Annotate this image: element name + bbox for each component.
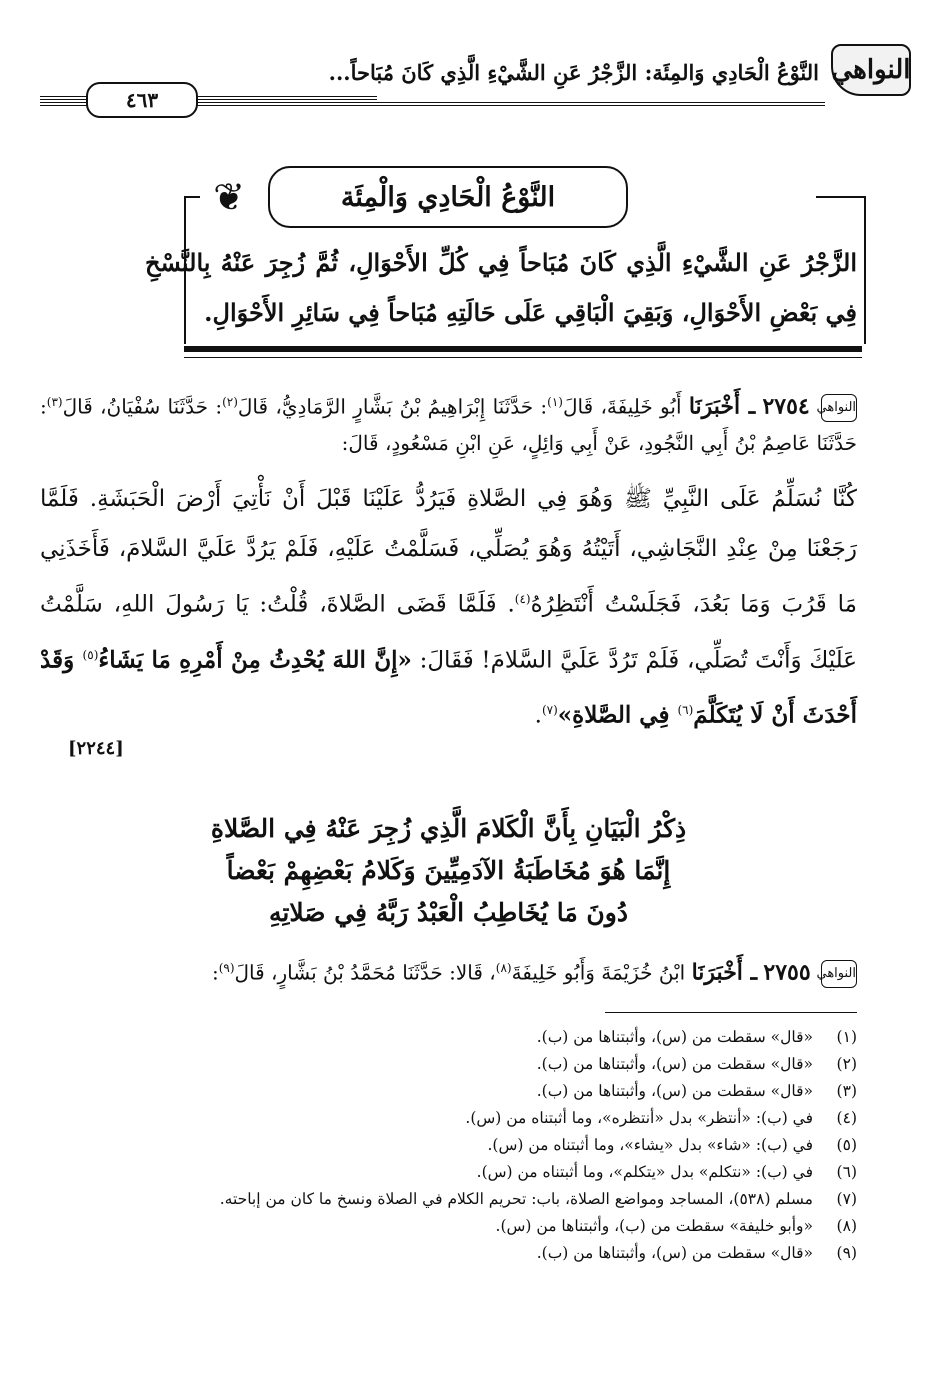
footnote-text: في (ب): «شاء» بدل «يشاء»، وما أثبتناه من (س). [487,1136,813,1154]
footnote-text: «وأبو خليفة» سقطت من (ب)، وأثبتناها من (س). [495,1217,813,1235]
footnote-marker[interactable]: (٦) [677,703,694,718]
prophetic-quote: «إِنَّ اللهَ يُحْدِثُ مِنْ أَمْرِهِ مَا يَشَاءُ [98,646,412,674]
ornament-icon: ❦ [213,175,245,219]
hadith-isnad [40,384,857,461]
prophetic-quote: وَقَدْ أَحْدَثَ أَنْ لَا يُتَكَلَّمَ [40,646,857,729]
footnote [40,1078,857,1105]
footnote-number: (٦) [836,1163,857,1181]
footnote-rule [605,1012,857,1013]
hadith-matn [40,474,857,741]
chapter-tab: النواهي [831,44,911,96]
footnote-number: (٥) [836,1136,857,1154]
footnote-text: «قال» سقطت من (س)، وأثبتناها من (ب). [536,1055,813,1073]
footnote-text: «قال» سقطت من (س)، وأثبتناها من (ب). [536,1082,813,1100]
hadith-number: ٢٧٥٥ [763,959,811,986]
chapter-line: دُونَ مَا يُخَاطِبُ الْعَبْدُ رَبَّهُ فِي صَلاتِهِ [269,898,628,927]
footnote-marker[interactable]: (٥) [82,647,99,662]
running-title: النَّوْعُ الْحَادِي وَالمِئَة: الزَّجْرُ عَنِ الشَّيْءِ الَّذِي كَانَ مُبَاحاً... [328,60,819,85]
prophetic-quote: فِي الصَّلاةِ» [557,701,678,729]
isnad-text: : حَدَّثَنَا سُفْيَانُ، قَالَ [62,394,223,419]
footnote-number: (٣) [836,1082,857,1100]
footnote-marker[interactable]: (٣) [46,395,63,409]
matn-text: كُنَّا نُسَلِّمُ عَلَى النَّبِيِّ ﷺ وَهُوَ فِي الصَّلاةِ فَيَرُدُّ عَلَيْنَا قَبْلَ أَنْ نَأْتِيَ أَرْضَ الْحَبَشَةِ. فَلَمَّا رَجَعْنَا مِنْ عِنْدِ النَّجَاشِي، أَتَيْتُهُ وَهُوَ يُصَلِّي، فَسَلَّمْتُ عَلَيْهِ، فَلَمْ يَرُدَّ عَلَيَّ السَّلامَ، فَأَخَذَنِي مَا قَرُبَ وَمَا بَعُدَ، فَجَلَسْتُ أَنْتَظِرُهُ [40,486,857,618]
isnad-text: : حَدَّثَنَا عَاصِمُ بْنُ أَبِي النَّجُودِ، عَنْ أَبِي وَائِلٍ، عَنِ ابْنِ مَسْعُودٍ، قَالَ: [40,394,857,455]
footnote-number: (١) [836,1028,857,1046]
footnote-text: «قال» سقطت من (س)، وأثبتناها من (ب). [536,1244,813,1262]
footnote [40,1159,857,1186]
footnote [40,1024,857,1051]
footnote-number: (٩) [836,1244,857,1262]
footnote-marker[interactable]: (٧) [541,703,558,718]
footnote [40,1132,857,1159]
akhbarana: ـ أَخْبَرَنَا [688,393,756,420]
isnad-text: : حَدَّثَنَا إِبْرَاهِيمُ بْنُ بَشَّارٍ الرَّمَادِيُّ، قَالَ [237,394,548,419]
footnote-marker[interactable]: (٤) [514,592,531,606]
matn-text: . فَلَمَّا قَضَى الصَّلاةَ، قُلْتُ: يَا رَسُولَ اللهِ، سَلَّمْتُ عَلَيْكَ وَأَنْتَ تُصَلِّي، فَلَمْ تَرُدَّ عَلَيَّ السَّلامَ! فَقَالَ: [40,591,857,674]
footnote-text: في (ب): «نتكلم» بدل «يتكلم»، وما أثبتناه من (س). [476,1163,813,1181]
section-rule-thin [184,357,862,358]
chapter-line: إِنَّمَا هُوَ مُخَاطَبَةُ الآدَمِيِّينَ وَكَلامُ بَعْضِهِمْ بَعْضاً [226,856,671,885]
hadith-isnad [40,950,857,991]
akhbarana: ـ أَخْبَرَنَا [691,959,758,986]
footnote-marker[interactable]: (١) [547,395,563,409]
footnote-text: «قال» سقطت من (س)، وأثبتناها من (ب). [536,1028,813,1046]
chapter-heading [40,808,857,934]
hadith-reference: [٢٢٤٤] [68,738,124,759]
page-number: ٤٦٣ [86,82,198,118]
isnad-text: ابْنُ خُزَيْمَةَ وَأَبُو خَلِيفَةَ [511,960,686,985]
footnotes [40,1024,857,1267]
footnote-marker[interactable]: (٢) [222,395,238,409]
isnad-text: : [211,960,219,985]
section-rule [184,346,862,352]
footnote [40,1051,857,1078]
footnote-number: (٢) [836,1055,857,1073]
footnote-text: في (ب): «أنتظر» بدل «أنتظره»، وما أثبتناه من (س). [465,1109,813,1127]
footnote-number: (٧) [836,1190,857,1208]
footnote-text: مسلم (٥٣٨)، المساجد ومواضع الصلاة، باب: تحريم الكلام في الصلاة ونسخ ما كان من إباحته. [219,1190,813,1208]
footnote [40,1105,857,1132]
nawahi-badge-icon: النواهي [821,960,857,988]
hadith-number: ٢٧٥٤ [762,393,810,420]
footnote [40,1240,857,1267]
footnote [40,1186,857,1213]
footnote [40,1213,857,1240]
section-description: الزَّجْرُ عَنِ الشَّيْءِ الَّذِي كَانَ مُبَاحاً فِي كُلِّ الأَحْوَالِ، ثُمَّ زُجِرَ عَنْهُ بِالنَّسْخِ فِي بَعْضِ الأَحْوَالِ، وَبَقِيَ الْبَاقِي عَلَى حَالَتِهِ مُبَاحاً فِي سَائِرِ الأَحْوَالِ. [145,248,857,327]
isnad-text: ، قَالا: حَدَّثَنَا مُحَمَّدُ بْنُ بَشَّارٍ، قَالَ [234,960,496,985]
footnote-number: (٨) [836,1217,857,1235]
nawahi-badge-icon: النواهي [821,394,857,422]
isnad-text: أَبُو خَلِيفَةَ، قَالَ [562,394,682,419]
matn-end: . [534,702,542,729]
section-title: النَّوْعُ الْحَادِي وَالْمِئَة [268,166,628,228]
footnote-marker[interactable]: (٨) [495,961,512,975]
chapter-line: ذِكْرُ الْبَيَانِ بِأَنَّ الْكَلامَ الَّذِي زُجِرَ عَنْهُ فِي الصَّلاةِ [210,814,687,843]
footnote-number: (٤) [836,1109,857,1127]
footnote-marker[interactable]: (٩) [218,961,235,975]
